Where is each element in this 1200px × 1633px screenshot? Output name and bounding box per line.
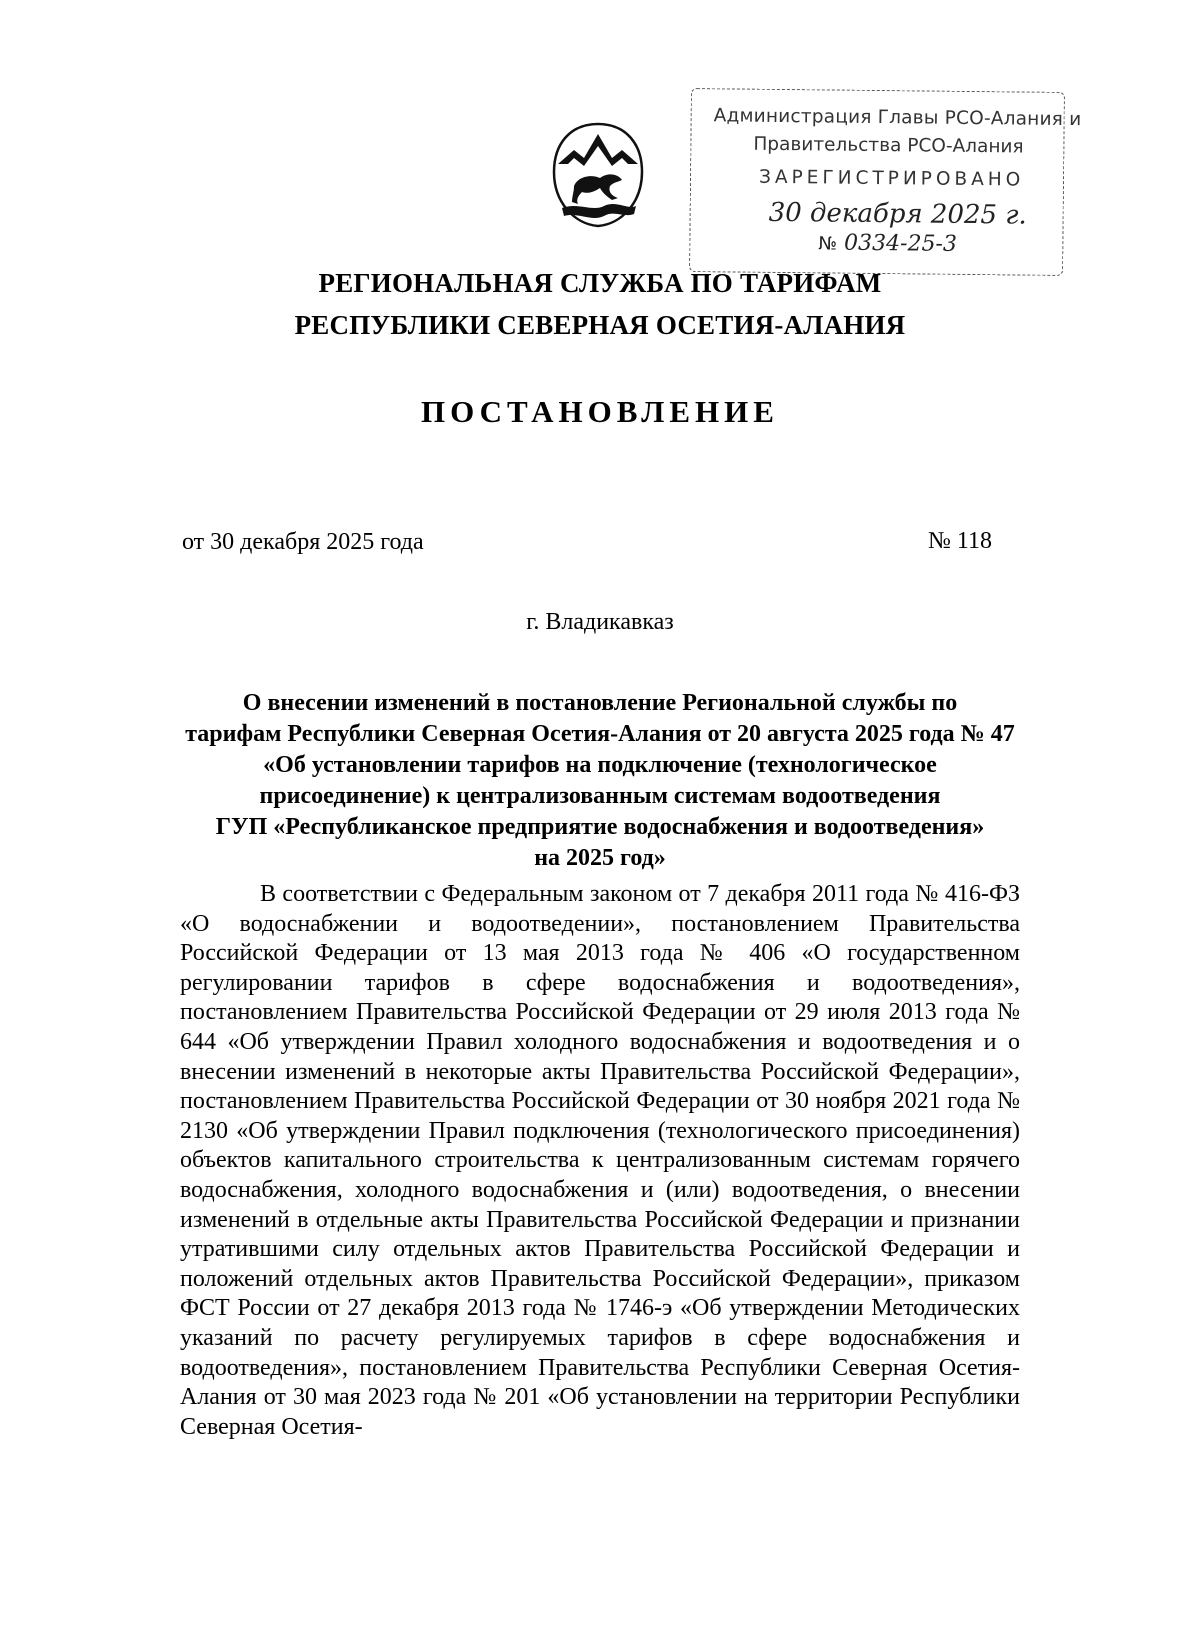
document-type-heading: ПОСТАНОВЛЕНИЕ [421, 394, 779, 429]
title-line: тарифам Республики Северная Осетия-Алания от 20 августа 2025 года № 47 [185, 721, 1015, 747]
document-number: № 118 [927, 528, 992, 554]
organization-name-line-2: РЕСПУБЛИКИ СЕВЕРНАЯ ОСЕТИЯ-АЛАНИЯ [294, 310, 906, 340]
title-line: О внесении изменений в постановление Региональной службы по [242, 690, 958, 716]
stamp-registered-label: ЗАРЕГИСТРИРОВАНО [758, 166, 1025, 191]
stamp-number-label: № [818, 233, 838, 255]
stamp-registration-number [818, 230, 957, 256]
stamp-authority-line-2: Правительства РСО-Алания [753, 133, 1024, 158]
stamp-authority-line-1: Администрация Главы РСО-Алания и [713, 105, 1082, 131]
registration-stamp [689, 88, 1082, 276]
title-line: на 2025 год» [534, 845, 666, 871]
organization-name-line-1: РЕГИОНАЛЬНАЯ СЛУЖБА ПО ТАРИФАМ [318, 268, 882, 298]
stamp-registration-date: 30 декабря 2025 г. [768, 197, 1027, 231]
title-line: ГУП «Республиканское предприятие водоснабжения и водоотведения» [215, 814, 985, 840]
document-body [180, 880, 1020, 1442]
title-line: присоединение) к централизованным системам водоотведения [259, 783, 941, 809]
title-line: «Об установлении тарифов на подключение (технологическое [263, 752, 937, 778]
document-city: г. Владикавказ [526, 609, 674, 635]
stamp-number-value: 0334-25-3 [843, 230, 958, 257]
document-title [180, 688, 1020, 874]
document-date: от 30 декабря 2025 года [182, 529, 424, 555]
body-paragraph: В соответствии с Федеральным законом от 7 декабря 2011 года № 416-ФЗ «О водоснабжении и водоотведении», постановлением Правительства Российской Федерации от 13 мая 2013 года № 406 «О государственном регулировании тарифов в сфере водоснабжения и водоотведения», постановлением Правительства Российской Федерации от 29 июля 2013 года № 644 «Об утверждении Правил холодного водоснабжения и водоотведения и о внесении изменений в некоторые акты Правительства Российской Федерации», постановлением Правительства Российской Федерации от 30 ноября 2021 года № 2130 «Об утверждении Правил подключения (технологического присоединения) объектов капитального строительства к централизованным системам горячего водоснабжения, холодного водоснабжения и (или) водоотведения, о внесении изменений в отдельные акты Правительства Российской Федерации и признании утратившими силу отдельных актов Правительства Российской Федерации и положений отдельных актов Правительства Российской Федерации», приказом ФСТ России от 27 декабря 2013 года № 1746-э «Об утверждении Методических указаний по расчету регулируемых тарифов в сфере водоснабжения и водоотведения», постановлением Правительства Республики Северная Осетия-Алания от 30 мая 2023 года № 201 «Об установлении на территории Республики Северная Осетия- [180, 881, 1020, 1440]
coat-of-arms-emblem [548, 120, 648, 230]
